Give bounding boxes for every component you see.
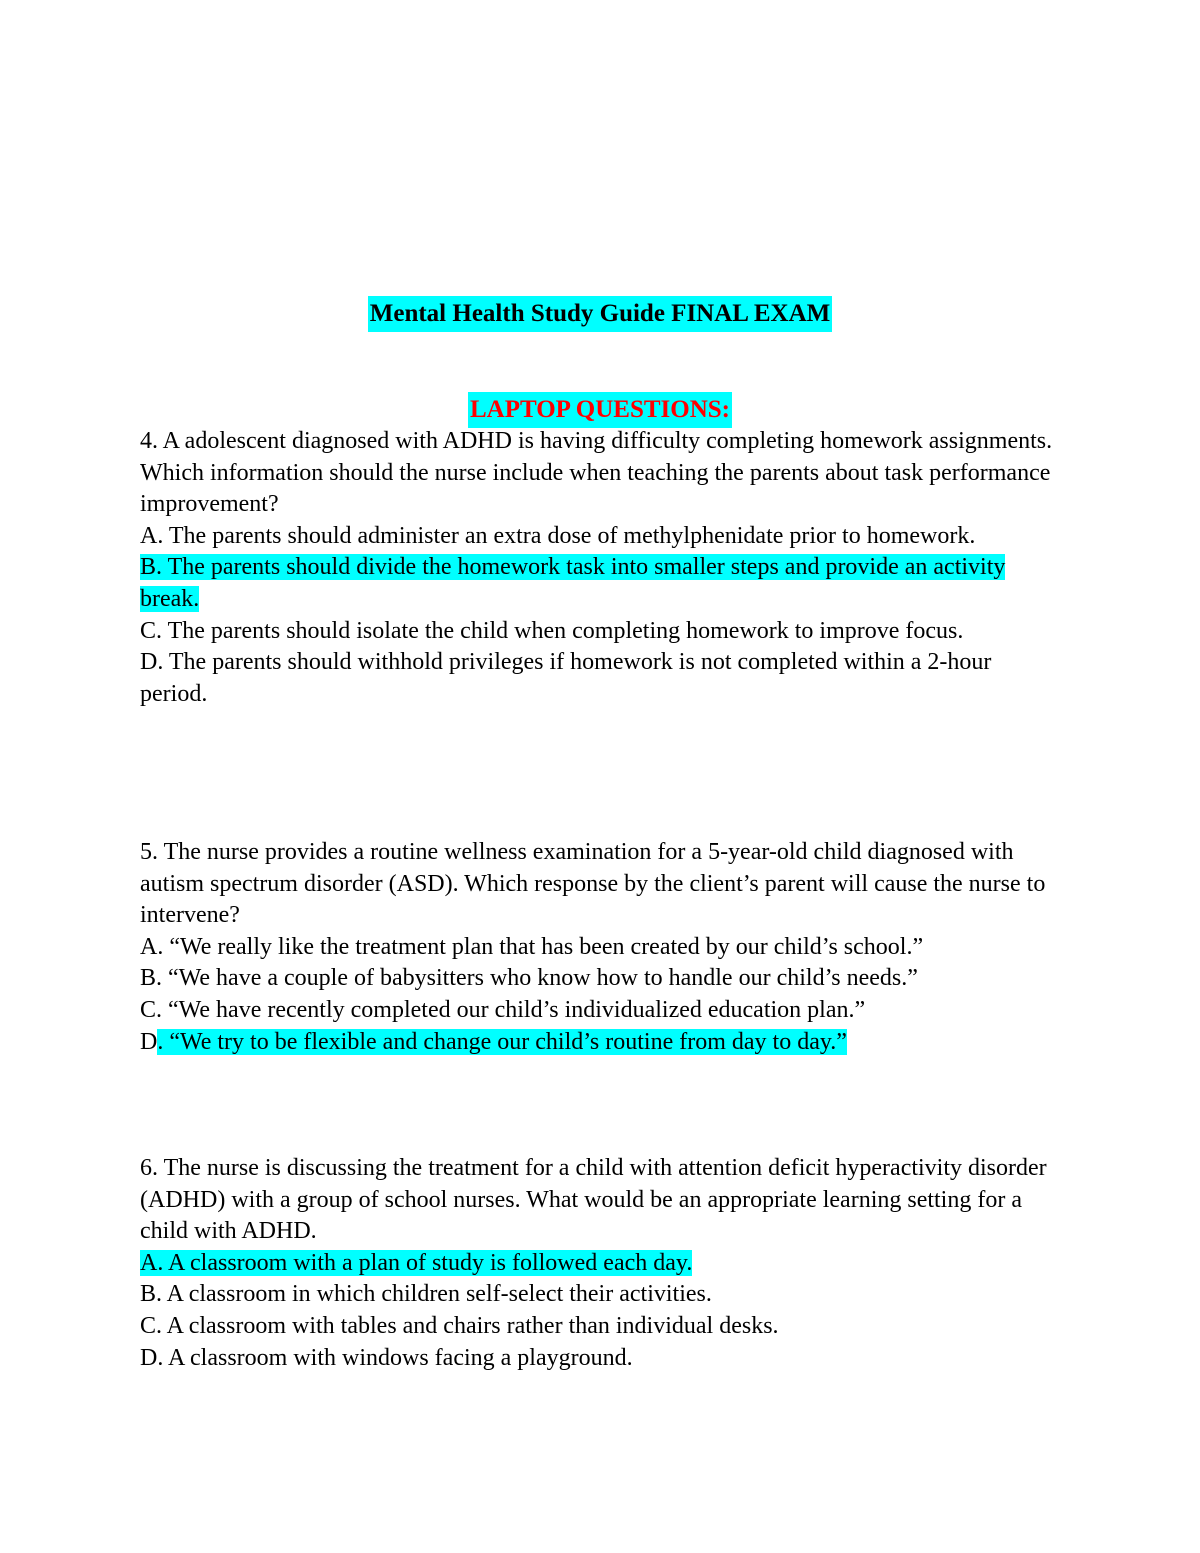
- highlighted-answer: . “We try to be flexible and change our child’s routine from day to day.”: [157, 1028, 847, 1055]
- answer-option-d: [140, 1027, 1060, 1059]
- question-4: [140, 426, 1060, 710]
- question-stem: 6. The nurse is discussing the treatment for a child with attention deficit hyperactivity disorder (ADHD) with a group of school nurses. What would be an appropriate learning setting for a child with ADHD.: [140, 1155, 1047, 1245]
- section-heading-container: [0, 392, 1200, 428]
- answer-option-c: C. The parents should isolate the child when completing homework to improve focus.: [140, 617, 964, 644]
- section-heading: LAPTOP QUESTIONS:: [468, 392, 732, 428]
- answer-option-c: C. A classroom with tables and chairs rather than individual desks.: [140, 1312, 779, 1339]
- title-container: [0, 296, 1200, 332]
- answer-option-a: A. The parents should administer an extra dose of methylphenidate prior to homework.: [140, 522, 976, 549]
- answer-option-d: D. The parents should withhold privileges if homework is not completed within a 2-hour period.: [140, 649, 992, 707]
- answer-option-b: B. A classroom in which children self-select their activities.: [140, 1281, 712, 1308]
- answer-option-a: [140, 1248, 1060, 1280]
- answer-option-d: D. A classroom with windows facing a playground.: [140, 1344, 633, 1371]
- option-letter: D: [140, 1028, 158, 1055]
- question-stem: 5. The nurse provides a routine wellness examination for a 5-year-old child diagnosed with autism spectrum disorder (ASD). Which response by the client’s parent will cause the nurse to intervene?: [140, 839, 1046, 929]
- highlighted-answer: A. A classroom with a plan of study is followed each day.: [140, 1249, 693, 1276]
- answer-option-b: B. “We have a couple of babysitters who know how to handle our child’s needs.”: [140, 965, 918, 992]
- answer-option-a: A. “We really like the treatment plan that has been created by our child’s school.”: [140, 933, 924, 960]
- answer-option-c: C. “We have recently completed our child’s individualized education plan.”: [140, 996, 866, 1023]
- document-title: Mental Health Study Guide FINAL EXAM: [368, 296, 832, 332]
- highlighted-answer: B. The parents should divide the homework task into smaller steps and provide an activity break.: [140, 554, 1006, 612]
- question-5: [140, 837, 1060, 1058]
- question-6: [140, 1153, 1060, 1374]
- answer-option-b: [140, 552, 1060, 615]
- question-stem: 4. A adolescent diagnosed with ADHD is having difficulty completing homework assignments. Which information should the nurse include when teaching the parents about task performance improvement?: [140, 428, 1053, 518]
